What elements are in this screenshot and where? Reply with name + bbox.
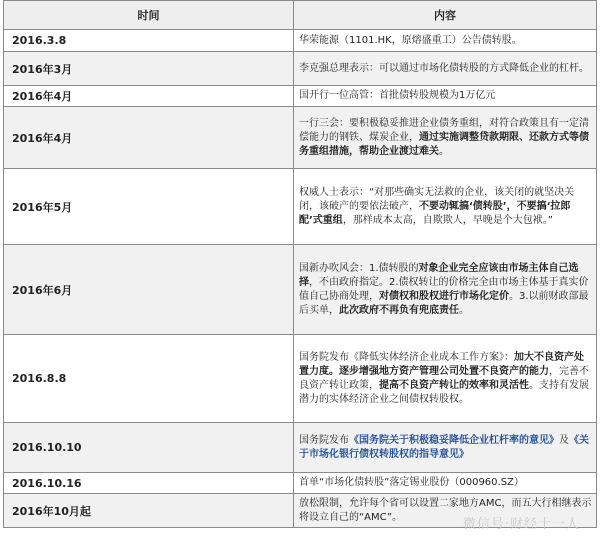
content-text: 首单“市场化债转股”落定锡业股份（000960.SZ） (299, 477, 524, 488)
table-row (4, 245, 597, 335)
row-date: 2016.8.8 (4, 335, 294, 423)
row-content (294, 52, 597, 86)
row-content (294, 30, 597, 52)
table-row (4, 473, 597, 494)
row-content (294, 473, 597, 494)
table-row (4, 52, 597, 86)
content-text: ，那样成本太高，自欺欺人，早晚是个大包袱。” (342, 214, 553, 226)
row-date: 2016年3月 (4, 52, 294, 86)
table-row (4, 107, 597, 169)
content-text: 国开行一位高管：首批债转股规模为1万亿元 (299, 90, 496, 101)
row-content (294, 245, 597, 335)
row-content (294, 86, 597, 107)
content-text: ，完善不良资产转让政策， (299, 365, 589, 391)
bold-text: 提高不良资产转让的效率和灵活性 (379, 379, 529, 391)
row-date: 2016年6月 (4, 245, 294, 335)
content-text: 李克强总理表示：可以通过市场化债转股的方式降低企业的杠杆。 (299, 62, 589, 74)
row-date: 2016年5月 (4, 169, 294, 245)
content-text: 国务院发布《降低实体经济企业成本工作方案》： (299, 351, 514, 363)
header-time: 时间 (4, 1, 294, 30)
table-row (4, 30, 597, 52)
content-text: 。3.以前财政部最后买单， (299, 290, 589, 316)
watermark: 微信号·财经十一人 (462, 517, 580, 532)
table-header-row (4, 1, 597, 30)
row-date: 2016.3.8 (4, 30, 294, 52)
content-text: 国务院发布 (299, 434, 349, 446)
bold-text: 加大不良资产处置力度。逐步增强地方资产管理公司处置不良资产的能力 (299, 351, 584, 377)
content-text: 权威人士表示：“对那些确实无法救的企业，该关闭的就坚决关闭，该破产的要依法破产， (299, 186, 575, 212)
bold-text: 通过实施调整贷款期限、还款方式等债务重组措施，帮助企业渡过难关 (299, 131, 589, 157)
content-text: 。 (459, 304, 469, 316)
debt-equity-timeline-table (3, 0, 597, 528)
row-content (294, 169, 597, 245)
bold-text: 对象企业完全应该由市场主体自己选择 (299, 262, 579, 288)
document-link[interactable]: 《国务院关于积极稳妥降低企业杠杆率的意见》 (349, 434, 559, 446)
row-content (294, 423, 597, 473)
row-content (294, 335, 597, 423)
document-link[interactable]: 《关于市场化银行债权转股权的指导意见》 (299, 434, 589, 460)
content-text: ，不由政府指定。2.债权转让的价格完全由市场主体基于真实价值自己协商处理， (299, 276, 589, 302)
content-text: 。支持有发展潜力的实体经济企业之间债权转股权。 (299, 379, 589, 405)
bold-text: 此次政府不再负有兜底责任 (339, 304, 459, 316)
table-row (4, 86, 597, 107)
content-text: 。 (439, 145, 449, 157)
content-text: 及 (559, 434, 569, 446)
table-row (4, 169, 597, 245)
row-date: 2016年4月 (4, 86, 294, 107)
bold-text: 不要动辄搞‘债转股’，不要搞‘拉郎配’式重组 (299, 200, 571, 226)
content-text: 国新办吹风会：1.债转股的 (299, 262, 419, 274)
bold-text: 对债权和股权进行市场化定价 (379, 290, 509, 302)
row-date: 2016.10.16 (4, 473, 294, 494)
table-row (4, 423, 597, 473)
row-date: 2016.10.10 (4, 423, 294, 473)
content-text: 放松限制，允许每个省可以设置二家地方AMC，而五大行相继表示将设立自己的“AMC”。 (299, 497, 592, 523)
row-content (294, 107, 597, 169)
header-content: 内容 (294, 1, 597, 30)
table-row (4, 335, 597, 423)
content-text: 华荣能源（1101.HK，原熔盛重工）公告债转股。 (299, 34, 522, 46)
row-date: 2016年4月 (4, 107, 294, 169)
row-date: 2016年10月起 (4, 494, 294, 528)
table-body (4, 30, 597, 528)
content-text: 一行三会：要积极稳妥推进企业债务重组，对符合政策且有一定清偿能力的钢铁、煤炭企业， (299, 117, 589, 143)
